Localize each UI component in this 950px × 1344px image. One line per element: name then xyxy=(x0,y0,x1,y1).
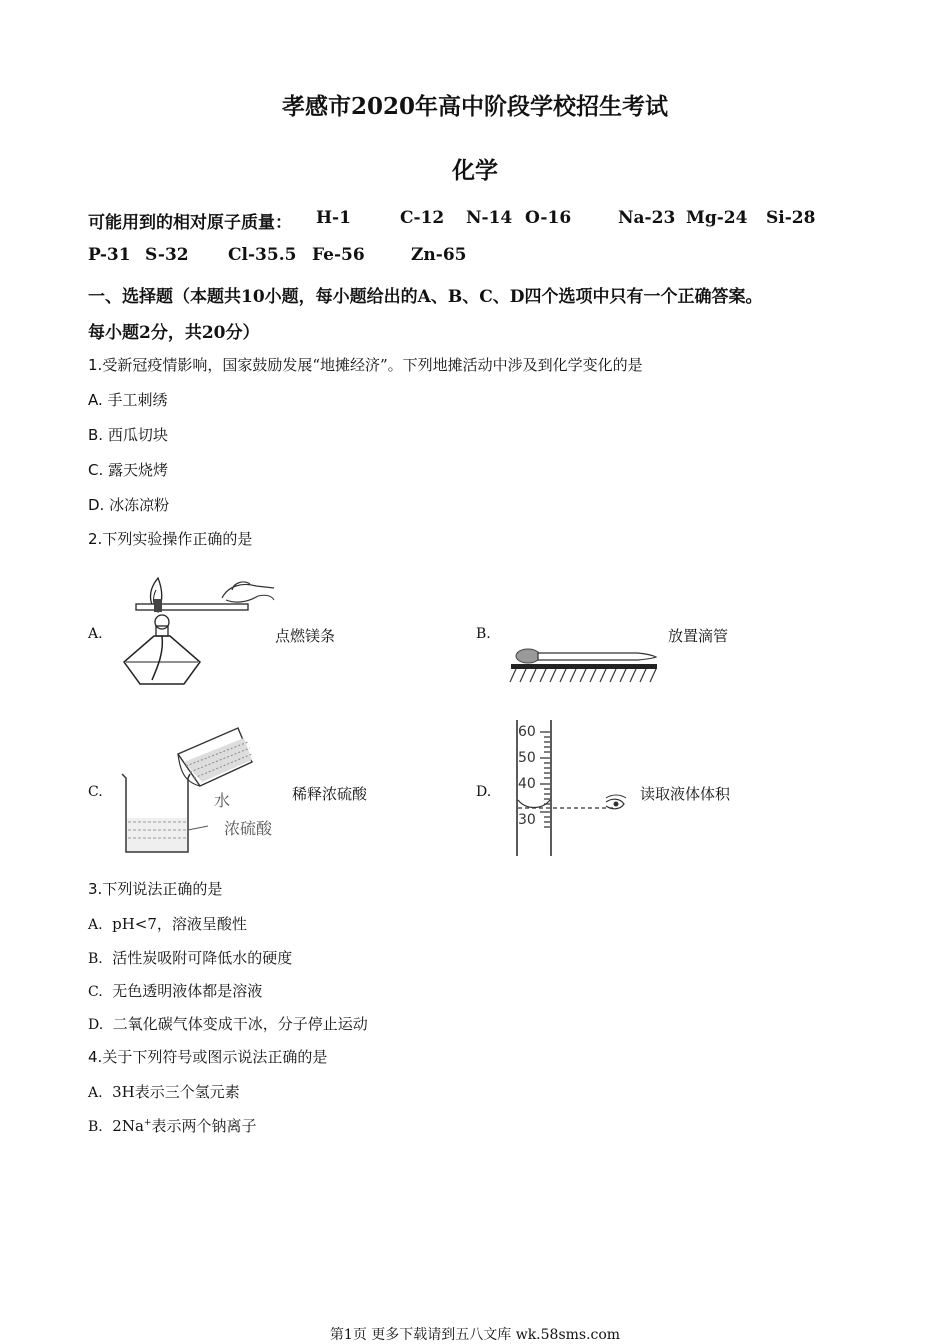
option-letter: C. xyxy=(88,984,103,1000)
exam-title: 孝感市2020年高中阶段学校招生考试 xyxy=(281,93,668,120)
atomic-mass-label: 可能用到的相对原子质量： xyxy=(88,213,292,233)
tick-label-30: 30 xyxy=(518,812,536,828)
charge-superscript: + xyxy=(143,1118,152,1128)
q3-option-c xyxy=(88,980,262,1001)
q1-option-b xyxy=(88,424,168,445)
option-letter: A. xyxy=(88,391,103,409)
tick-label-60: 60 xyxy=(518,724,536,740)
question-3-stem: 下列说法正确的是 xyxy=(102,880,223,898)
q4-option-b xyxy=(88,1115,256,1136)
option-letter: D. xyxy=(88,496,105,514)
water-label: 水 xyxy=(214,791,231,810)
mass-n: N-14 xyxy=(466,208,513,228)
q2-option-a-label: 点燃镁条 xyxy=(275,627,336,645)
mass-si: Si-28 xyxy=(766,208,816,228)
q2-option-b-label: 放置滴管 xyxy=(668,627,729,645)
q2-option-d-letter: D. xyxy=(476,784,492,800)
question-3-number: 3. xyxy=(88,880,103,898)
option-letter: B. xyxy=(88,1119,103,1135)
mass-s: S-32 xyxy=(145,245,189,265)
q1-option-c xyxy=(88,459,168,480)
burning-magnesium-figure xyxy=(118,570,278,692)
option-text: 活性炭吸附可降低水的硬度 xyxy=(112,949,293,967)
option-text: 手工刺绣 xyxy=(107,391,168,409)
graduated-cylinder-figure xyxy=(506,716,642,858)
section-heading-line2: 每小题2分，共20分） xyxy=(88,323,260,343)
option-text: 二氧化碳气体变成干冰，分子停止运动 xyxy=(112,1015,368,1033)
question-2-stem: 下列实验操作正确的是 xyxy=(102,530,253,548)
tick-label-40: 40 xyxy=(518,776,536,792)
q2-option-d-label: 读取液体体积 xyxy=(640,785,731,803)
option-text-rest: 表示两个钠离子 xyxy=(151,1117,257,1135)
question-3 xyxy=(88,878,222,899)
q3-option-d xyxy=(88,1013,368,1034)
mass-mg: Mg-24 xyxy=(686,208,748,228)
question-4 xyxy=(88,1046,327,1067)
page-footer: 第1页 更多下载请到五八文库 wk.58sms.com xyxy=(329,1327,621,1343)
option-text: 西瓜切块 xyxy=(107,426,168,444)
q2-option-a-letter: A. xyxy=(88,626,103,642)
mass-na: Na-23 xyxy=(618,208,676,228)
mass-c: C-12 xyxy=(400,208,445,228)
mass-fe: Fe-56 xyxy=(312,245,365,265)
option-letter: A. xyxy=(88,917,103,933)
option-text: pH<7，溶液呈酸性 xyxy=(112,915,247,933)
question-2-number: 2. xyxy=(88,530,103,548)
q2-option-c-letter: C. xyxy=(88,784,103,800)
q1-option-d xyxy=(88,494,169,515)
dropper-on-table-figure xyxy=(508,640,660,688)
mass-p: P-31 xyxy=(88,245,131,265)
question-1-number: 1. xyxy=(88,356,103,374)
mass-cl: Cl-35.5 xyxy=(228,245,297,265)
q4-option-a xyxy=(88,1081,240,1102)
mass-zn: Zn-65 xyxy=(411,245,467,265)
mass-o: O-16 xyxy=(525,208,572,228)
subject-title: 化学 xyxy=(452,157,498,184)
question-4-stem: 关于下列符号或图示说法正确的是 xyxy=(102,1048,328,1066)
option-text: 露天烧烤 xyxy=(108,461,169,479)
q3-option-a xyxy=(88,913,247,934)
section-heading-line1: 一、选择题（本题共10小题，每小题给出的A、B、C、D四个选项中只有一个正确答案。 xyxy=(88,287,763,307)
q1-option-a xyxy=(88,389,168,410)
option-letter: B. xyxy=(88,426,104,444)
option-letter: C. xyxy=(88,461,104,479)
option-text: 无色透明液体都是溶液 xyxy=(112,982,263,1000)
q3-option-b xyxy=(88,947,292,968)
question-2 xyxy=(88,528,252,549)
question-4-number: 4. xyxy=(88,1048,103,1066)
mass-h: H-1 xyxy=(316,208,351,228)
question-1 xyxy=(88,354,643,375)
dilute-acid-figure xyxy=(116,722,286,858)
option-text: 冰冻凉粉 xyxy=(109,496,170,514)
question-1-stem: 受新冠疫情影响，国家鼓励发展“地摊经济”。下列地摊活动中涉及到化学变化的是 xyxy=(102,356,643,374)
q2-option-c-label: 稀释浓硫酸 xyxy=(292,785,368,803)
tick-label-50: 50 xyxy=(518,750,536,766)
q2-option-b-letter: B. xyxy=(476,626,491,642)
option-letter: D. xyxy=(88,1017,104,1033)
option-letter: A. xyxy=(88,1085,103,1101)
option-letter: B. xyxy=(88,951,103,967)
option-text: 2Na xyxy=(112,1117,144,1135)
option-text: 3H表示三个氢元素 xyxy=(112,1083,240,1101)
concentrated-acid-label: 浓硫酸 xyxy=(224,819,273,838)
